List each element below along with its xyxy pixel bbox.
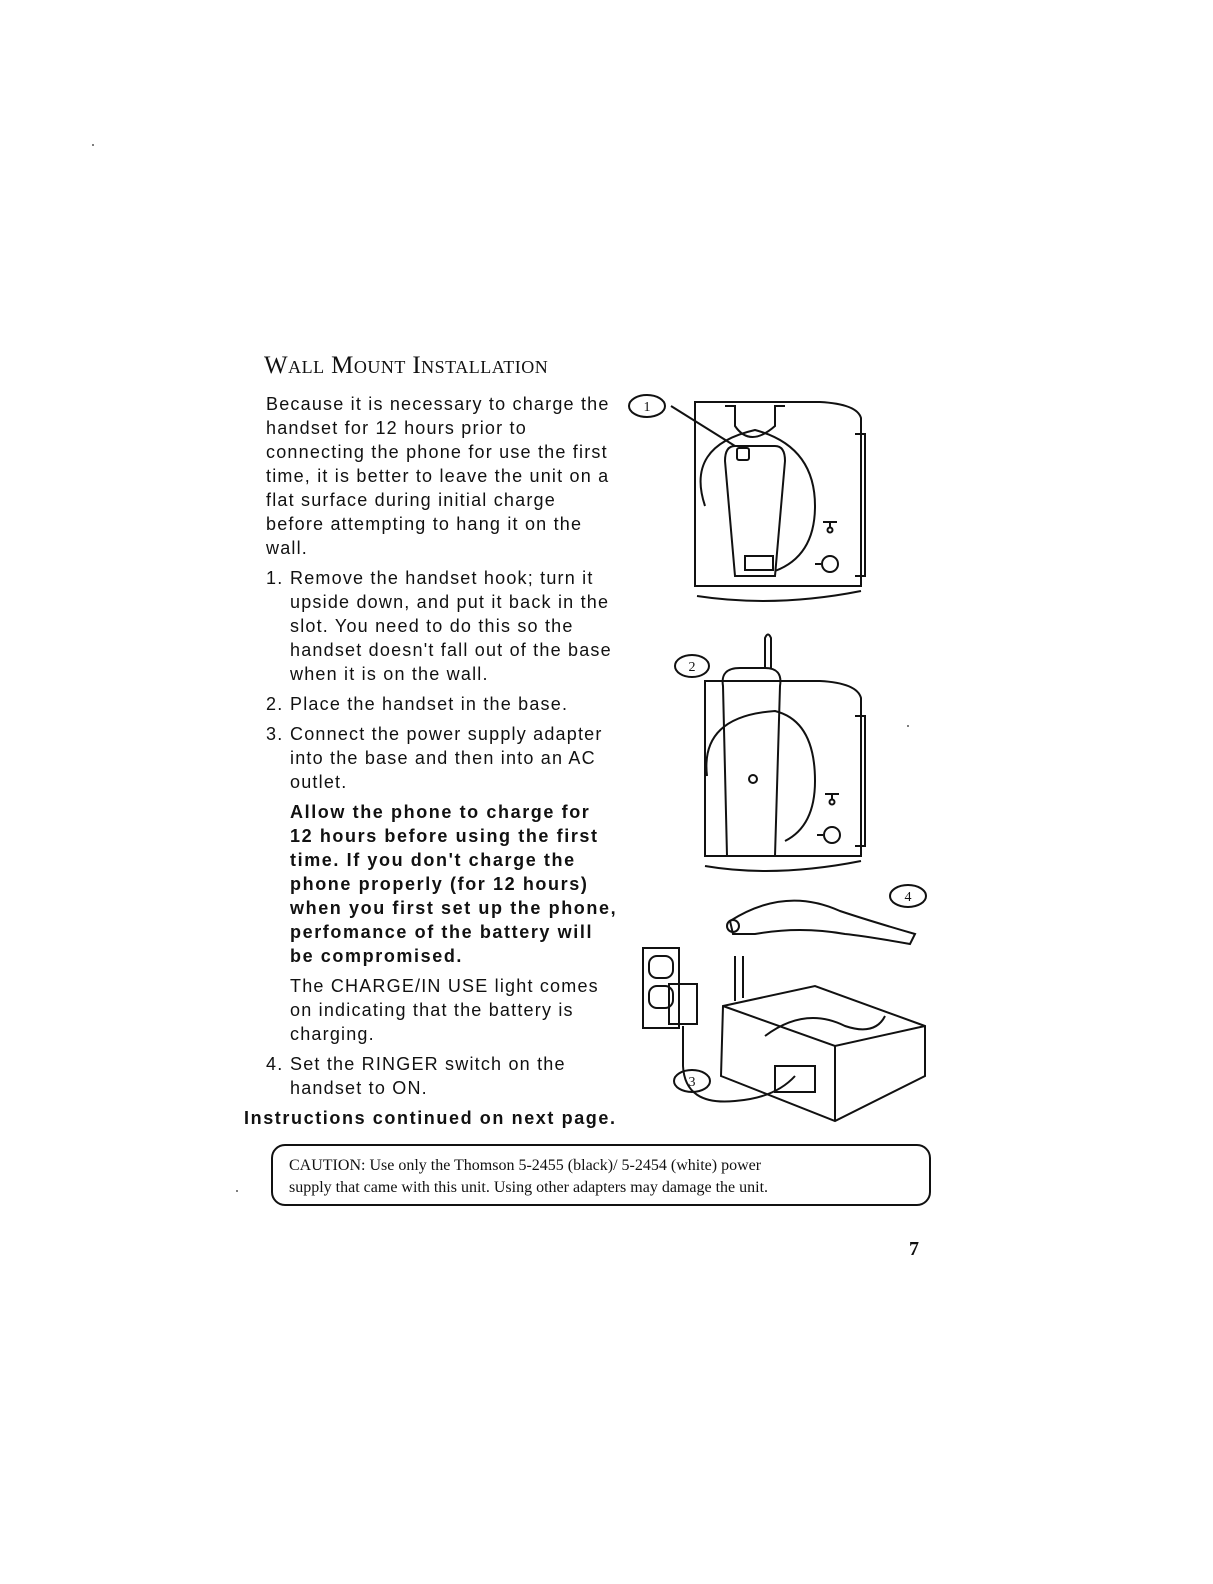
intro-paragraph: Because it is necessary to charge the handset for 12 hours prior to connecting the phone for use the first time, it is better to leave the unit on a flat surface during initial charge before attempting to hang it on the wall. (266, 394, 610, 558)
callout-4-label: 4 (904, 890, 912, 905)
caution-text-2: supply that came with this unit. Using other adapters may damage the unit. (289, 1179, 769, 1196)
caution-line-1 (289, 1155, 913, 1177)
caution-box (271, 1144, 931, 1206)
continued-note: Instructions continued on next page. (244, 1108, 617, 1128)
step-number: 4. (266, 1054, 284, 1074)
base-on-table-drawing (721, 901, 925, 1121)
title-letter: W (264, 352, 289, 379)
charge-light-note: The CHARGE/IN USE light comes on indicating that the battery is charging. (290, 976, 599, 1044)
page-title (264, 352, 548, 380)
title-text: ALL (288, 357, 325, 377)
step-text: Set the RINGER switch on the handset to ON. (290, 1054, 566, 1098)
step-number: 2. (266, 694, 284, 714)
page-number: 7 (909, 1238, 919, 1260)
title-letter: M (331, 352, 354, 379)
base-with-hook-drawing (671, 402, 865, 601)
steps-list (266, 566, 646, 1100)
scan-speck (236, 1190, 238, 1192)
step-item (266, 722, 620, 1046)
step-text: Connect the power supply adapter into the base and then into an AC outlet. (290, 724, 603, 792)
step-item (266, 1052, 620, 1100)
step-number: 3. (266, 724, 284, 744)
scan-speck (92, 144, 94, 146)
instructions-column (244, 392, 646, 1130)
callout-2-label: 2 (688, 660, 696, 675)
callout-3-label: 3 (688, 1075, 696, 1090)
caution-label: CAUTION: (289, 1157, 366, 1174)
handset-in-base-drawing (705, 635, 865, 871)
step-number: 1. (266, 568, 284, 588)
step-item (266, 566, 620, 686)
callout-1-label: 1 (643, 400, 651, 415)
title-text: NSTALLATION (421, 357, 549, 377)
charge-warning: Allow the phone to charge for 12 hours before using the first time. If you don't charge the phone properly (for 12 hours) when you first set up the phone, perfomance of the battery will be compromised. (290, 802, 618, 966)
caution-text-1: Use only the Thomson 5-2455 (black)/ 5-2454 (white) power (369, 1157, 762, 1174)
wall-outlet-drawing (643, 948, 697, 1028)
step-text: Remove the handset hook; turn it upside down, and put it back in the slot. You need to do this so the handset doesn't fall out of the base when it is on the wall. (290, 568, 612, 684)
step-text: Place the handset in the base. (290, 694, 569, 714)
title-letter: I (412, 352, 422, 379)
step-item (266, 692, 620, 716)
scan-speck (907, 725, 909, 727)
installation-illustration (625, 386, 945, 1131)
title-text: OUNT (353, 357, 406, 377)
